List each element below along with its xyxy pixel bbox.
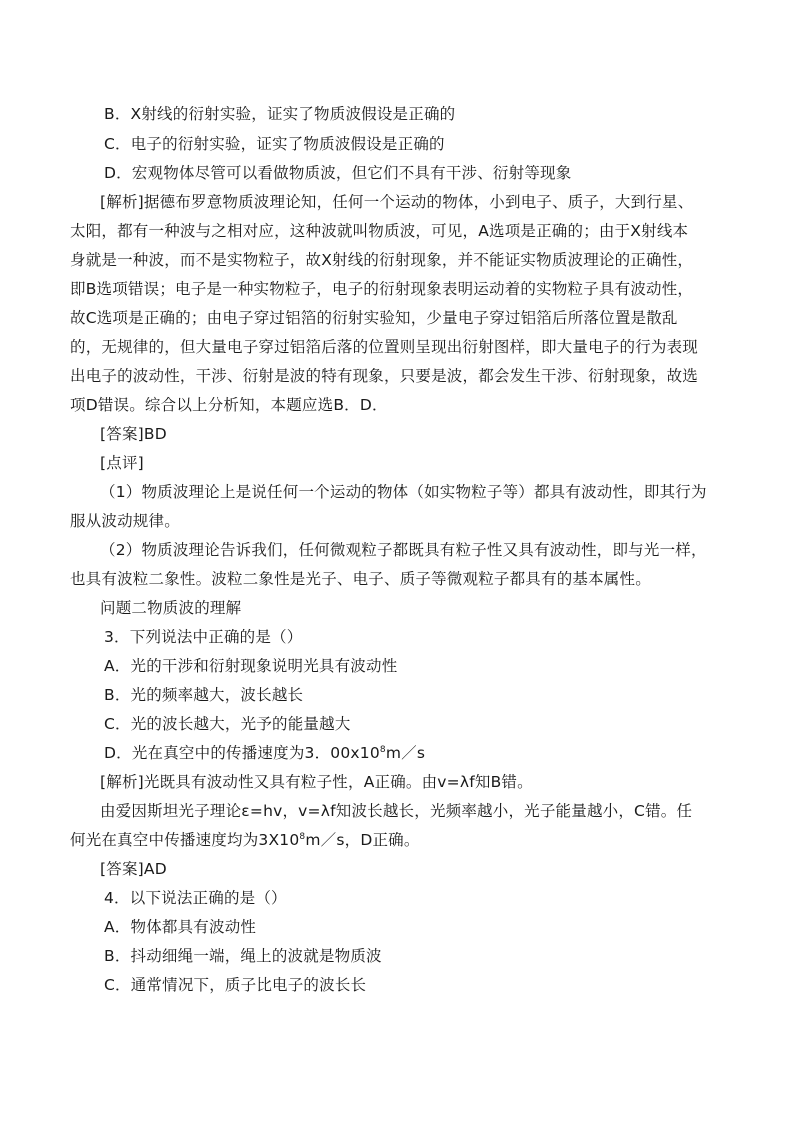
answer-line-2: [答案]AD <box>100 860 167 878</box>
analysis-line-3: 身就是一种波，而不是实物粒子，故X射线的衍射现象，并不能证实物质波理论的正确性， <box>70 251 694 269</box>
analysis-line-6: 的，无规律的，但大量电子穿过铝箔后落的位置则呈现出衍射图样，即大量电子的行为表现 <box>70 338 699 356</box>
analysis-line-4: 即B选项错误；电子是一种实物粒子，电子的衍射现象表明运动着的实物粒子具有波动性， <box>70 280 694 298</box>
q3-analysis-line-2: 由爱因斯坦光子理论ε=hv，v=λf知波长越长，光频率越小，光子能量越小，C错。任 <box>100 802 693 820</box>
q3-option-c: C．光的波长越大，光予的能量越大 <box>104 715 351 733</box>
question-3: 3．下列说法中正确的是（） <box>104 628 303 646</box>
option-c-line: C．电子的衍射实验，证实了物质波假设是正确的 <box>104 135 445 153</box>
comment-line-2: 服从波动规律。 <box>70 512 180 530</box>
comment-heading: [点评] <box>100 454 144 472</box>
q3-option-d: D．光在真空中的传播速度为3．$00x10^8m/s$ <box>104 744 426 762</box>
analysis-line-2: 太阳，都有一种波与之相对应，这种波就叫物质波，可见，A选项是正确的；由于X射线本 <box>70 222 689 240</box>
analysis-line-8: 项D错误。综合以上分析知，本题应选B．D． <box>70 396 388 414</box>
q4-option-c: C．通常情况下，质子比电子的波长长 <box>104 976 367 994</box>
analysis-line-7: 出电子的波动性，干涉、衍射是波的特有现象，只要是波，都会发生干涉、衍射现象，故选 <box>70 367 699 385</box>
q3-option-b: B．光的频率越大，波长越长 <box>104 686 304 704</box>
answer-line-1: [答案]BD <box>100 425 167 443</box>
comment-line-4: 也具有波粒二象性。波粒二象性是光子、电子、质子等微观粒子都具有的基本属性。 <box>70 570 651 588</box>
option-d-line: D．宏观物体尽管可以看做物质波，但它们不具有干涉、衍射等现象 <box>104 164 572 182</box>
q4-option-a: A．物体都具有波动性 <box>104 918 257 936</box>
question-4: 4．以下说法正确的是（） <box>104 889 287 907</box>
section-heading: 问题二物质波的理解 <box>100 599 242 617</box>
comment-line-3: （2）物质波理论告诉我们，任何微观粒子都既具有粒子性又具有波动性，即与光一样， <box>100 541 707 559</box>
comment-line-1: （1）物质波理论上是说任何一个运动的物体（如实物粒子等）都具有波动性，即其行为 <box>100 483 707 501</box>
q3-analysis-line-3: 何光在真空中传播速度均为$3X10^8m/s$，D正确。 <box>70 831 420 849</box>
q4-option-b: B．抖动细绳一端，绳上的波就是物质波 <box>104 947 382 965</box>
q3-analysis-line-1: [解析]光既具有波动性又具有粒子性，A正确。由v=λf知B错。 <box>100 773 533 791</box>
q3-option-a: A．光的干涉和衍射现象说明光具有波动性 <box>104 657 398 675</box>
option-b-line: B．X射线的衍射实验，证实了物质波假设是正确的 <box>104 105 456 123</box>
analysis-line-5: 故C选项是正确的；由电子穿过铝箔的衍射实验知，少量电子穿过铝箔后所落位置是散乱 <box>70 309 678 327</box>
analysis-line-1: [解析]据德布罗意物质波理论知，任何一个运动的物体，小到电子、质子，大到行星、 <box>100 193 694 211</box>
